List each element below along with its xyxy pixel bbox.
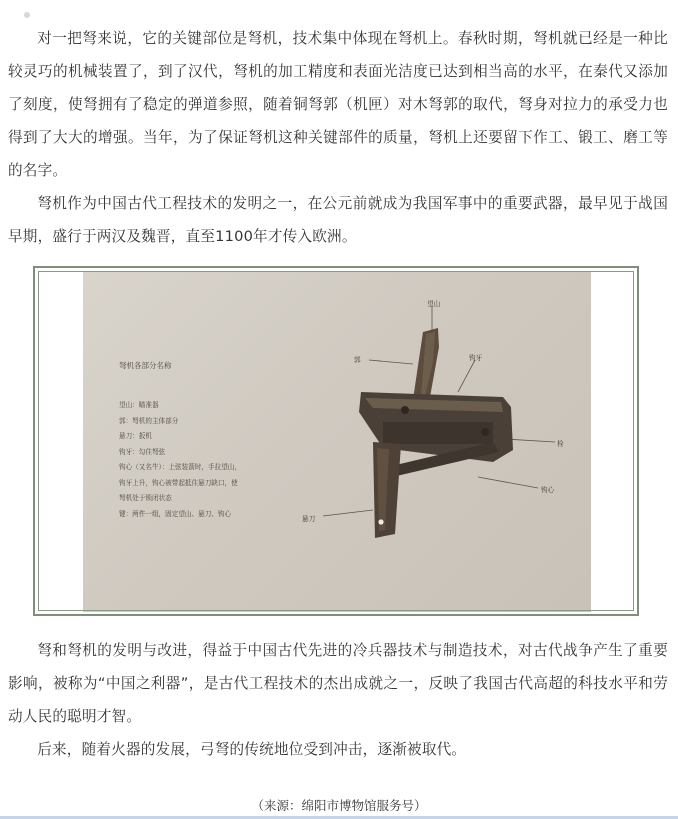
figure-caption-title: 弩机各部分名称 <box>119 361 172 370</box>
label-gouxin: 钩心 <box>541 486 555 494</box>
figure-desc-line: 钩心（又名牛）：上弦装箭时，手拉望山， <box>119 463 241 471</box>
figure-desc-line: 郭：弩机的主体部分 <box>119 416 179 425</box>
source-credit: （来源：绵阳市博物馆服务号） <box>251 798 427 813</box>
label-jian: 栓 <box>557 440 564 448</box>
label-gouya: 钩牙 <box>469 354 483 362</box>
figure-desc-line: 望山：瞄准器 <box>119 401 159 409</box>
article-paragraph-4: 后来，随着火器的发展，弓弩的传统地位受到冲击，逐渐被取代。 <box>37 741 467 758</box>
label-wangshan: 望山 <box>427 300 441 308</box>
crossbow-trigger-artifact <box>83 272 591 612</box>
figure-desc-line: 悬刀：扳机 <box>119 432 152 440</box>
figure-desc-line: 键：两件一组，固定望山、悬刀、钩心 <box>119 509 232 518</box>
figure-desc-line: 弩机处于锁闭状态 <box>119 494 172 502</box>
label-guo: 郭 <box>354 356 361 364</box>
article-paragraph-1: 对一把弩来说，它的关键部位是弩机，技术集中体现在弩机上。春秋时期，弩机就已经是一种比较灵巧的机械装置了，到了汉代，弩机的加工精度和表面光洁度已达到相当高的水平，在秦代又添加了刻度，使弩拥有了稳定的弹道参照，随着铜弩郭（机匣）对木弩郭的取代，弩身对拉力的承受力也得到了大大的增强。当年，为了保证弩机这种关键部件的质量，弩机上还要留下作工、锻工、磨工等的名字。 <box>8 30 668 179</box>
crossbow-trigger-figure <box>33 266 639 616</box>
decorative-dot <box>24 12 30 18</box>
article-paragraph-3: 弩和弩机的发明与改进，得益于中国古代先进的冷兵器技术与制造技术，对古代战争产生了重要影响，被称为“中国之利器”，是古代工程技术的杰出成就之一，反映了我国古代高超的科技水平和劳动人民的聪明才智。 <box>8 642 668 725</box>
article-paragraph-2: 弩机作为中国古代工程技术的发明之一，在公元前就成为我国军事中的重要武器，最早见于战国早期，盛行于两汉及魏晋，直至1100年才传入欧洲。 <box>8 195 668 245</box>
figure-desc-line: 钩牙上升，钩心被带起抵住悬刀缺口，使 <box>119 478 238 487</box>
label-xuandao: 悬刀 <box>302 515 316 523</box>
figure-desc-line: 钩牙：勾住弩弦 <box>119 447 166 456</box>
crossbow-trigger-photo <box>83 272 591 612</box>
